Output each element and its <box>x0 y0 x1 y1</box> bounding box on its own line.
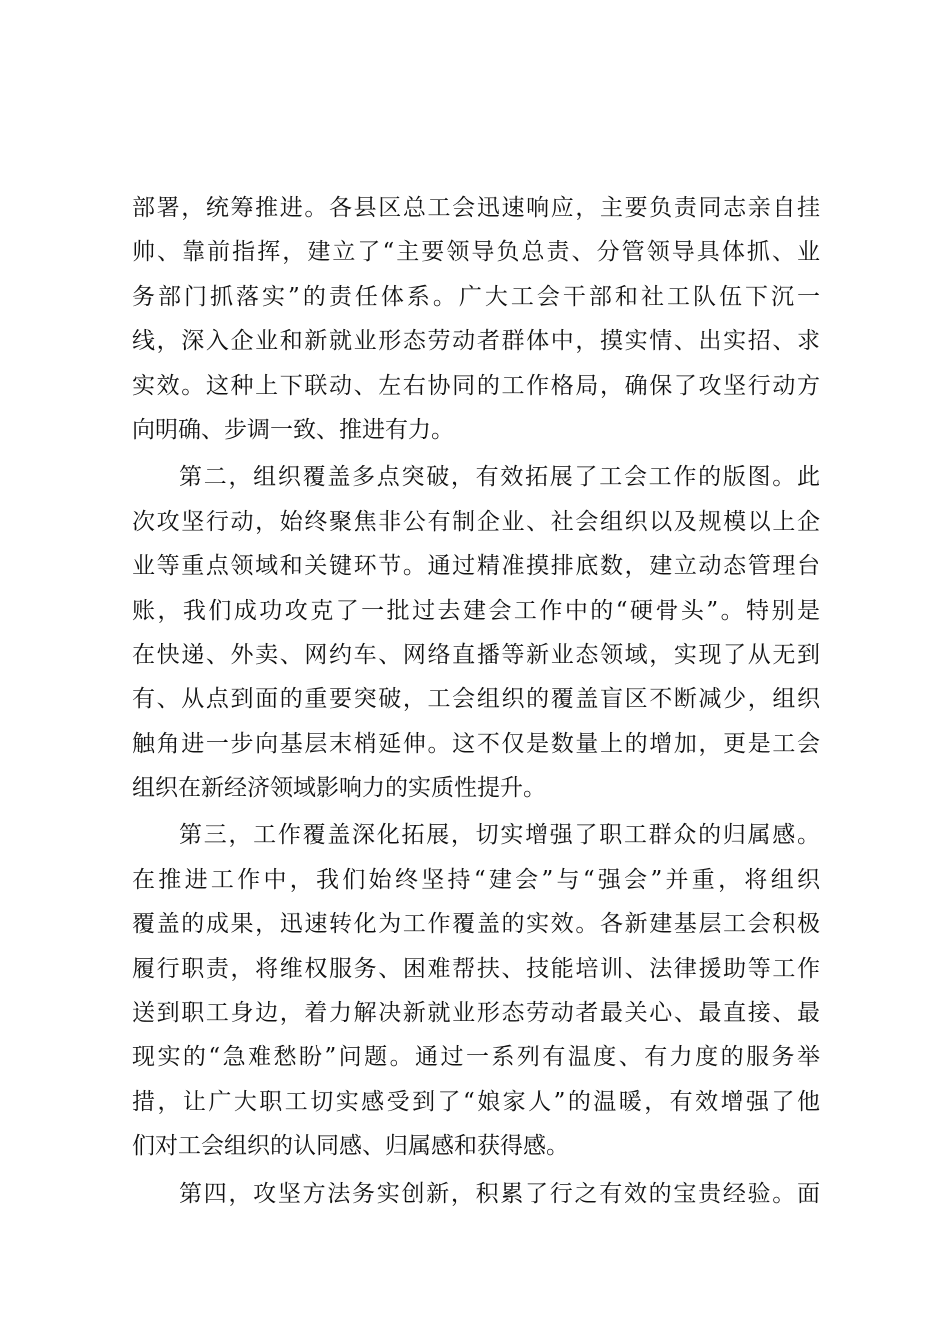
document-page <box>132 186 820 1219</box>
text-line: 帅、靠前指挥，建立了“主要领导负总责、分管领导具体抓、业 <box>132 239 820 266</box>
text-line: 第四，攻坚方法务实创新，积累了行之有效的宝贵经验。面 <box>179 1180 820 1207</box>
paragraph-4 <box>132 1172 820 1216</box>
text-line: 业等重点领域和关键环节。通过精准摸排底数，建立动态管理台 <box>132 553 820 580</box>
text-line: 在推进工作中，我们始终坚持“建会”与“强会”并重，将组织 <box>132 866 820 893</box>
text-line: 们对工会组织的认同感、归属感和获得感。 <box>132 1133 569 1160</box>
text-line: 账，我们成功攻克了一批过去建会工作中的“硬骨头”。特别是 <box>132 597 820 624</box>
text-line: 在快递、外卖、网约车、网络直播等新业态领域，实现了从无到 <box>132 641 820 668</box>
text-line: 送到职工身边，着力解决新就业形态劳动者最关心、最直接、最 <box>132 1000 820 1027</box>
paragraph-3 <box>132 813 820 1168</box>
paragraph-2 <box>132 455 820 810</box>
text-line: 组织在新经济领域影响力的实质性提升。 <box>132 775 546 802</box>
paragraph-1 <box>132 186 820 452</box>
text-line: 覆盖的成果，迅速转化为工作覆盖的实效。各新建基层工会积极 <box>132 911 820 938</box>
text-line: 措，让广大职工切实感受到了“娘家人”的温暖，有效增强了他 <box>132 1088 820 1115</box>
text-line: 部署，统筹推进。各县区总工会迅速响应，主要负责同志亲自挂 <box>132 195 820 221</box>
text-line: 第三，工作覆盖深化拓展，切实增强了职工群众的归属感。 <box>179 822 820 849</box>
text-line: 触角进一步向基层末梢延伸。这不仅是数量上的增加，更是工会 <box>132 730 820 757</box>
text-line: 现实的“急难愁盼”问题。通过一系列有温度、有力度的服务举 <box>132 1044 820 1071</box>
text-line: 次攻坚行动，始终聚焦非公有制企业、社会组织以及规模以上企 <box>132 508 820 535</box>
text-line: 第二，组织覆盖多点突破，有效拓展了工会工作的版图。此 <box>179 464 820 491</box>
text-line: 履行职责，将维权服务、困难帮扶、技能培训、法律援助等工作 <box>132 955 820 982</box>
text-line: 向明确、步调一致、推进有力。 <box>132 416 454 443</box>
text-line: 实效。这种上下联动、左右协同的工作格局，确保了攻坚行动方 <box>132 372 820 399</box>
text-line: 务部门抓落实”的责任体系。广大工会干部和社工队伍下沉一 <box>132 283 820 310</box>
text-line: 有、从点到面的重要突破，工会组织的覆盖盲区不断减少，组织 <box>132 686 820 713</box>
text-line: 线，深入企业和新就业形态劳动者群体中，摸实情、出实招、求 <box>132 328 820 355</box>
